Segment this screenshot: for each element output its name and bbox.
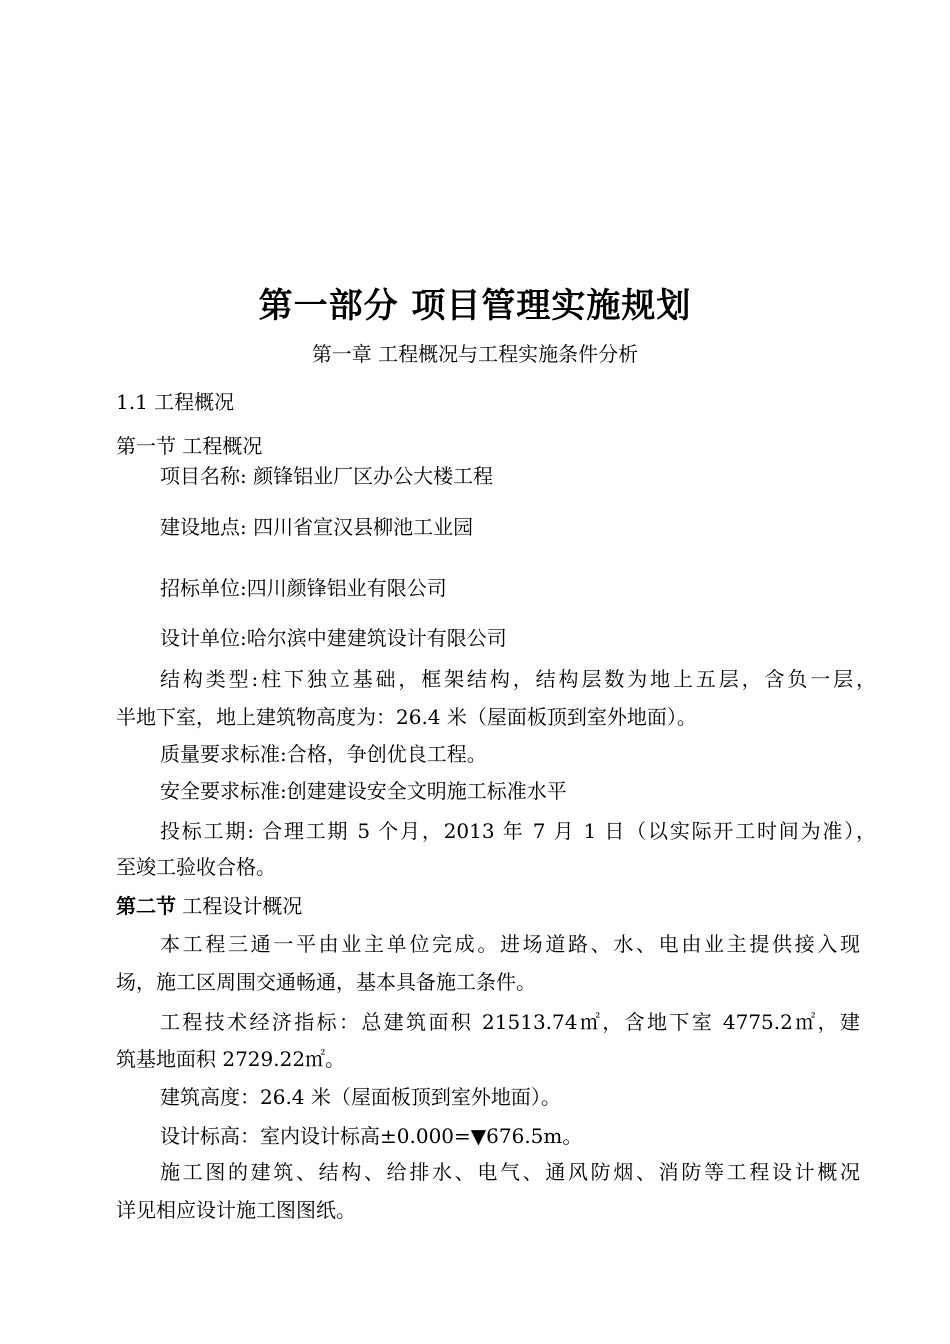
period-line-2: 至竣工验收合格。 (116, 855, 276, 879)
section2-heading (116, 892, 302, 920)
designer-line: 设计单位:哈尔滨中建建筑设计有限公司 (160, 626, 507, 650)
elevation-line: 设计标高：室内设计标高±0.000=▼676.5m。 (160, 1124, 583, 1148)
quality-line: 质量要求标准:合格，争创优良工程。 (160, 742, 487, 766)
section1-heading: 第一节 工程概况 (116, 434, 263, 458)
paragraph2-line-2: 筑基地面积 2729.22㎡。 (116, 1047, 346, 1071)
paragraph2-line-1: 工程技术经济指标：总建筑面积 21513.74㎡，含地下室 4775.2㎡，建 (160, 1010, 860, 1034)
section-heading-1-1: 1.1 工程概况 (116, 390, 235, 414)
paragraph3-line-2: 详见相应设计施工图图纸。 (116, 1198, 356, 1222)
chapter-title: 第一章 工程概况与工程实施条件分析 (311, 342, 639, 366)
part-title: 第一部分 项目管理实施规划 (258, 286, 692, 326)
structure-line-2: 半地下室，地上建筑物高度为：26.4 米（屋面板顶到室外地面）。 (116, 705, 697, 729)
height-line: 建筑高度：26.4 米（屋面板顶到室外地面）。 (160, 1085, 561, 1109)
paragraph1-line-1: 本工程三通一平由业主单位完成。进场道路、水、电由业主提供接入现 (160, 932, 860, 956)
section2-heading-text: 工程设计概况 (176, 894, 303, 918)
bidder-line: 招标单位:四川颜锋铝业有限公司 (160, 576, 447, 600)
paragraph1-line-2: 场，施工区周围交通畅通，基本具备施工条件。 (116, 970, 536, 994)
location-line: 建设地点: 四川省宣汉县柳池工业园 (160, 515, 474, 539)
safety-line: 安全要求标准:创建建设安全文明施工标准水平 (160, 779, 567, 803)
period-line-1: 投标工期: 合理工期 5 个月，2013 年 7 月 1 日（以实际开工时间为准）， (160, 819, 876, 843)
section2-heading-number: 第二节 (116, 894, 176, 918)
paragraph3-line-1: 施工图的建筑、结构、给排水、电气、通风防烟、消防等工程设计概况 (160, 1160, 860, 1184)
structure-line-1: 结构类型:柱下独立基础，框架结构，结构层数为地上五层，含负一层， (160, 667, 876, 691)
project-name-line: 项目名称: 颜锋铝业厂区办公大楼工程 (160, 464, 494, 488)
